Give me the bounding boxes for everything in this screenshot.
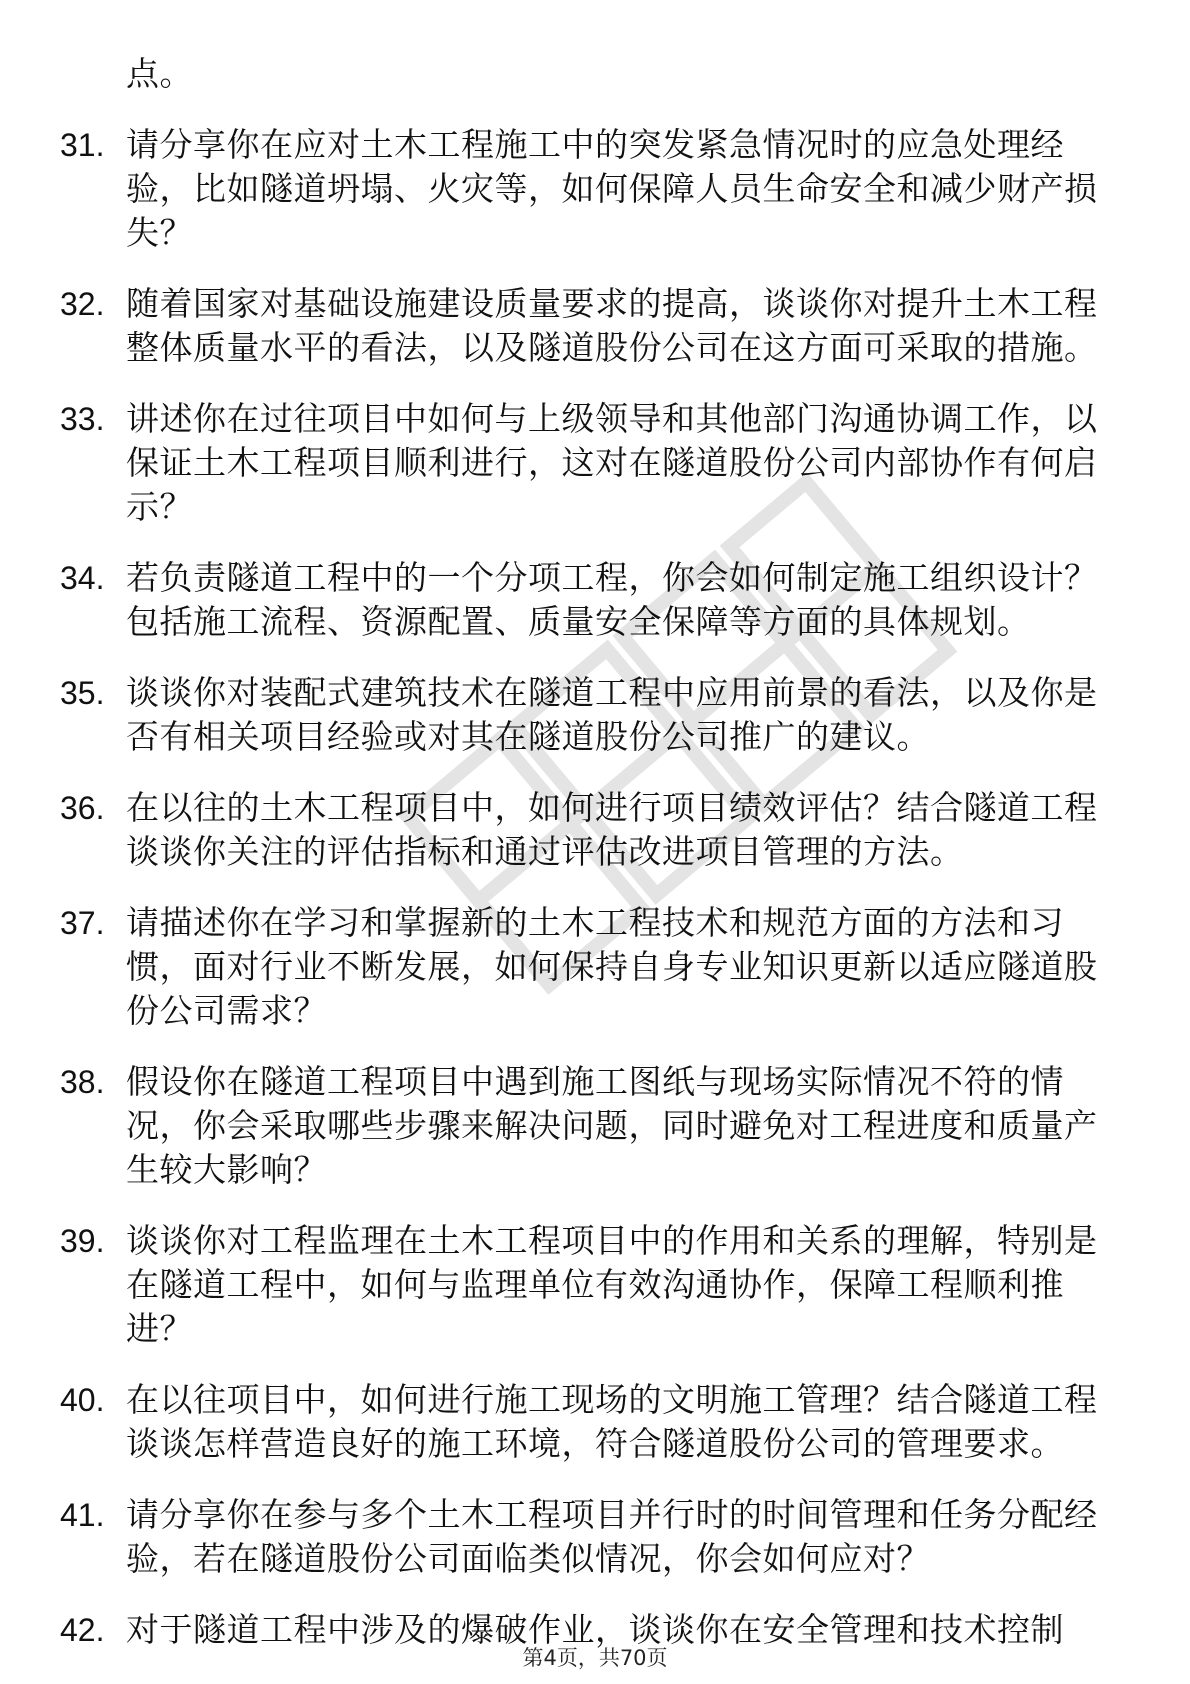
question-item: [60, 123, 1120, 255]
question-item: [60, 282, 1120, 370]
question-number: 39.: [60, 1223, 105, 1259]
question-text: 在以往项目中，如何进行施工现场的文明施工管理？结合隧道工程谈谈怎样营造良好的施工环境，符合隧道股份公司的管理要求。: [126, 1380, 1098, 1463]
question-item: [60, 786, 1120, 874]
question-number: 38.: [60, 1064, 105, 1100]
question-text: 讲述你在过往项目中如何与上级领导和其他部门沟通协调工作，以保证土木工程项目顺利进行，这对在隧道股份公司内部协作有何启示？: [126, 399, 1098, 526]
question-text: 若负责隧道工程中的一个分项工程，你会如何制定施工组织设计？包括施工流程、资源配置、质量安全保障等方面的具体规划。: [126, 558, 1098, 641]
question-number: 41.: [60, 1497, 105, 1533]
question-item: [60, 1219, 1120, 1351]
question-number: 33.: [60, 401, 105, 437]
question-number: 35.: [60, 675, 105, 711]
question-text: 谈谈你对装配式建筑技术在隧道工程中应用前景的看法，以及你是否有相关项目经验或对其在隧道股份公司推广的建议。: [126, 673, 1098, 756]
question-text: 请分享你在应对土木工程施工中的突发紧急情况时的应急处理经验，比如隧道坍塌、火灾等，如何保障人员生命安全和减少财产损失？: [126, 125, 1098, 252]
question-number: 31.: [60, 127, 105, 163]
question-item: [60, 1493, 1120, 1581]
question-item: [60, 397, 1120, 529]
question-item: [60, 556, 1120, 644]
page-number-footer: 第4页，共70页: [522, 1646, 668, 1670]
question-item: [60, 1378, 1120, 1466]
question-text: 谈谈你对工程监理在土木工程项目中的作用和关系的理解，特别是在隧道工程中，如何与监理单位有效沟通协作，保障工程顺利推进？: [126, 1221, 1098, 1348]
question-list: [60, 52, 1120, 1652]
question-item: [60, 671, 1120, 759]
question-number: 32.: [60, 286, 105, 322]
question-number: 40.: [60, 1382, 105, 1418]
question-text: 对于隧道工程中涉及的爆破作业，谈谈你在安全管理和技术控制: [126, 1610, 1064, 1649]
question-number: 34.: [60, 560, 105, 596]
question-number: 36.: [60, 790, 105, 826]
question-item: [60, 901, 1120, 1033]
question-text: 请分享你在参与多个土木工程项目并行时的时间管理和任务分配经验，若在隧道股份公司面临类似情况，你会如何应对？: [126, 1495, 1098, 1578]
question-text: 在以往的土木工程项目中，如何进行项目绩效评估？结合隧道工程谈谈你关注的评估指标和通过评估改进项目管理的方法。: [126, 788, 1098, 871]
continuation-text: 点。: [126, 54, 193, 93]
question-number: 42.: [60, 1612, 105, 1648]
question-text: 随着国家对基础设施建设质量要求的提高，谈谈你对提升土木工程整体质量水平的看法，以及隧道股份公司在这方面可采取的措施。: [126, 284, 1098, 367]
question-text: 请描述你在学习和掌握新的土木工程技术和规范方面的方法和习惯，面对行业不断发展，如何保持自身专业知识更新以适应隧道股份公司需求？: [126, 903, 1098, 1030]
question-text: 假设你在隧道工程项目中遇到施工图纸与现场实际情况不符的情况，你会采取哪些步骤来解决问题，同时避免对工程进度和质量产生较大影响？: [126, 1062, 1098, 1189]
question-number: 37.: [60, 905, 105, 941]
question-item: [60, 1060, 1120, 1192]
